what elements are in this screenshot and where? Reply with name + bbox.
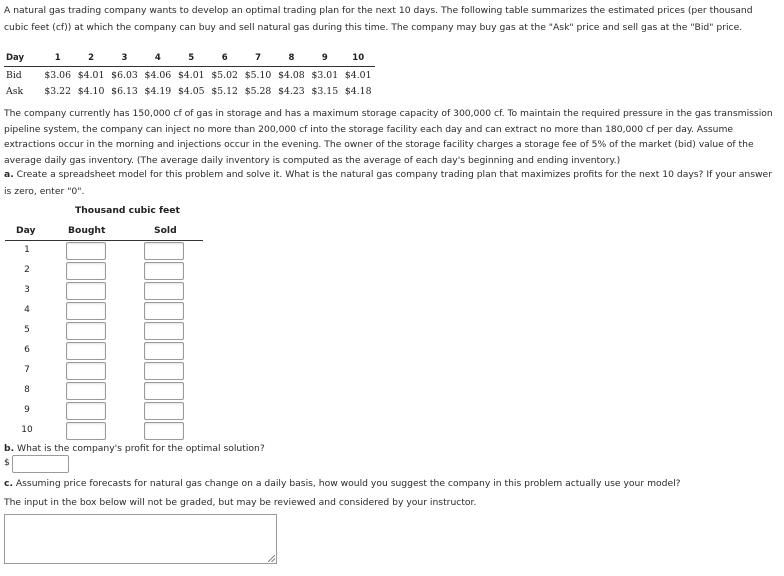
plan-day-number: 1 [24,245,30,255]
sold-day-3-input[interactable] [144,282,184,300]
plan-sold-header: Sold [154,225,177,236]
bid-price-cell: $4.01 [344,69,372,81]
plan-day-number: 6 [24,345,30,355]
plan-day-number: 3 [24,285,30,295]
plan-day-number: 7 [24,365,30,375]
price-day-header: 3 [108,49,141,67]
sold-day-7-input[interactable] [144,362,184,380]
sold-day-9-input[interactable] [144,402,184,420]
price-day-header: 5 [175,49,208,67]
question-b-label: b. [4,443,15,454]
plan-day-number: 4 [24,305,30,315]
profit-input[interactable] [12,455,69,473]
ask-price-cell: $4.23 [278,86,305,98]
plan-day-number: 5 [24,325,30,335]
bid-price-cell: $4.01 [77,69,105,81]
bought-day-5-input[interactable] [66,322,106,340]
sold-day-10-input[interactable] [144,422,184,440]
question-b-text: What is the company's profit for the optimal solution? [14,443,265,454]
price-day-header: 6 [208,49,241,67]
ungraded-note: The input in the box below will not be graded, but may be reviewed and considered by your instructor. [4,497,477,508]
bought-day-1-input[interactable] [66,242,106,260]
bid-price-cell: $6.03 [111,69,138,81]
ask-price-cell: $4.18 [344,86,372,98]
plan-header-divider [5,240,203,241]
question-a-label: a. [4,169,14,180]
price-table-header-row [4,49,375,67]
bid-price-cell: $5.10 [244,69,272,81]
question-c [4,476,778,493]
sold-day-2-input[interactable] [144,262,184,280]
bid-price-cell: $3.06 [44,69,71,81]
price-day-header: 7 [241,49,274,67]
bid-price-cell: $4.08 [278,69,305,81]
sold-day-6-input[interactable] [144,342,184,360]
bid-price-cell: $4.01 [177,69,205,81]
plan-day-number: 8 [24,385,30,395]
plan-day-header: Day [16,225,36,236]
price-table [4,49,375,100]
bought-day-10-input[interactable] [66,422,106,440]
question-a-text: Create a spreadsheet model for this problem and solve it. What is the natural gas company trading plan that maximizes profits for the next 10 days? If your answer is zero, enter "0". [4,169,772,197]
sold-day-4-input[interactable] [144,302,184,320]
price-table-day-header: Day [4,49,41,67]
row-label: Bid [6,69,22,81]
plan-day-number: 9 [24,405,30,415]
bought-day-9-input[interactable] [66,402,106,420]
bid-price-cell: $4.06 [144,69,172,81]
price-day-header: 9 [308,49,341,67]
question-b [4,441,778,458]
ask-price-cell: $3.22 [44,86,71,98]
ask-row [4,84,375,101]
price-day-header: 8 [275,49,308,67]
ask-price-cell: $6.13 [111,86,138,98]
ask-price-cell: $5.12 [211,86,238,98]
ask-price-cell: $4.19 [144,86,172,98]
price-day-header: 4 [141,49,174,67]
bid-price-cell: $3.01 [311,69,339,81]
price-day-header: 1 [41,49,74,67]
bought-day-3-input[interactable] [66,282,106,300]
plan-day-number: 2 [24,265,30,275]
bought-day-6-input[interactable] [66,342,106,360]
problem-description: The company currently has 150,000 cf of gas in storage and has a maximum storage capacity of 300,000 cf. To maintain the required pressure in the gas transmission pipeline system, the company can inject no more than 200,000 cf into the storage facility each day and can extract no more than 180,000 cf per day. Assume extractions occur in the morning and injections occur in the evening. The owner of the storage facility charges a storage fee of 5% of the market (bid) value of the average daily gas inventory. (The average daily inventory is computed as the average of each day's beginning and ending inventory.) [4,108,773,167]
plan-bought-header: Bought [68,225,106,236]
ask-price-cell: $4.10 [77,86,105,98]
bid-row [4,67,375,84]
price-day-header: 10 [342,49,375,67]
sold-day-5-input[interactable] [144,322,184,340]
intro-paragraph: A natural gas trading company wants to develop an optimal trading plan for the next 10 days. The following table summarizes the estimated prices (per thousand cubic feet (cf)) at which the company can buy and sell natural gas during this time. The company may buy gas at the "Ask" price and sell gas at the "Bid" price. [4,5,753,33]
ask-price-cell: $3.15 [311,86,339,98]
ask-price-cell: $4.05 [177,86,205,98]
answer-textarea[interactable] [4,514,277,564]
question-a [4,167,778,200]
bought-day-7-input[interactable] [66,362,106,380]
question-c-label: c. [4,478,13,489]
dollar-sign: $ [4,457,10,468]
plan-group-header: Thousand cubic feet [75,205,180,216]
row-label: Ask [6,86,24,98]
bid-price-cell: $5.02 [211,69,238,81]
question-c-text: Assuming price forecasts for natural gas change on a daily basis, how would you suggest the company in this problem actually use your model? [12,478,681,489]
sold-day-8-input[interactable] [144,382,184,400]
plan-day-number: 10 [21,425,33,435]
resize-grip-icon[interactable] [268,555,275,562]
sold-day-1-input[interactable] [144,242,184,260]
price-day-header: 2 [74,49,107,67]
bought-day-8-input[interactable] [66,382,106,400]
ask-price-cell: $5.28 [244,86,272,98]
bought-day-4-input[interactable] [66,302,106,320]
bought-day-2-input[interactable] [66,262,106,280]
